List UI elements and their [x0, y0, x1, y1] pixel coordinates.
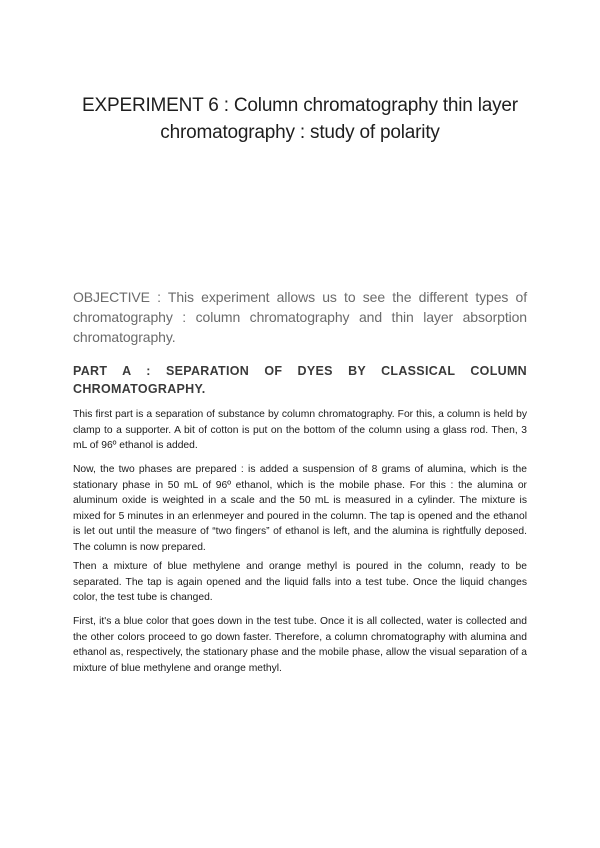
body-paragraph: Now, the two phases are prepared : is added a suspension of 8 grams of alumina, which is the stationary phase in 50 mL of 96º ethanol, which is the mobile phase. For this : the alumina or aluminum oxide is weighted in a scale and the 50 mL is measured in a cylinder. The mixture is mixed for 5 minutes in an erlenmeyer and poured in the column. The tap is opened and the ethanol is let out until the measure of “two fingers” of ethanol is left, and the alumina is rightfully deposed. The column is now prepared.	[73, 464, 527, 553]
body-paragraph: Then a mixture of blue methylene and orange methyl is poured in the column, ready to be separated. The tap is again opened and the liquid falls into a test tube. Once the liquid changes color, the test tube is changed.	[73, 561, 527, 604]
body-paragraph: This first part is a separation of substance by column chromatography. For this, a column is held by clamp to a supporter. A bit of cotton is put on the bottom of the column using a glass rod. Then, 3 mL of 96º ethanol is added.	[73, 409, 527, 452]
body-paragraph: First, it's a blue color that goes down in the test tube. Once it is all collected, water is collected and the other colors proceed to go down faster. Therefore, a column chromatography with alumina and ethanol as, respectively, the stationary phase and the mobile phase, allow the visual separation of a mixture of blue methylene and orange methyl.	[73, 616, 527, 674]
document-title: EXPERIMENT 6 : Column chromatography thin layer chromatography : study of polarity	[82, 95, 518, 143]
part-a-heading: PART A : SEPARATION OF DYES BY CLASSICAL COLUMN CHROMATOGRAPHY.	[73, 364, 527, 396]
objective-text: OBJECTIVE : This experiment allows us to see the different types of chromatography : column chromatography and thin layer absorption chromatography.	[73, 289, 527, 345]
